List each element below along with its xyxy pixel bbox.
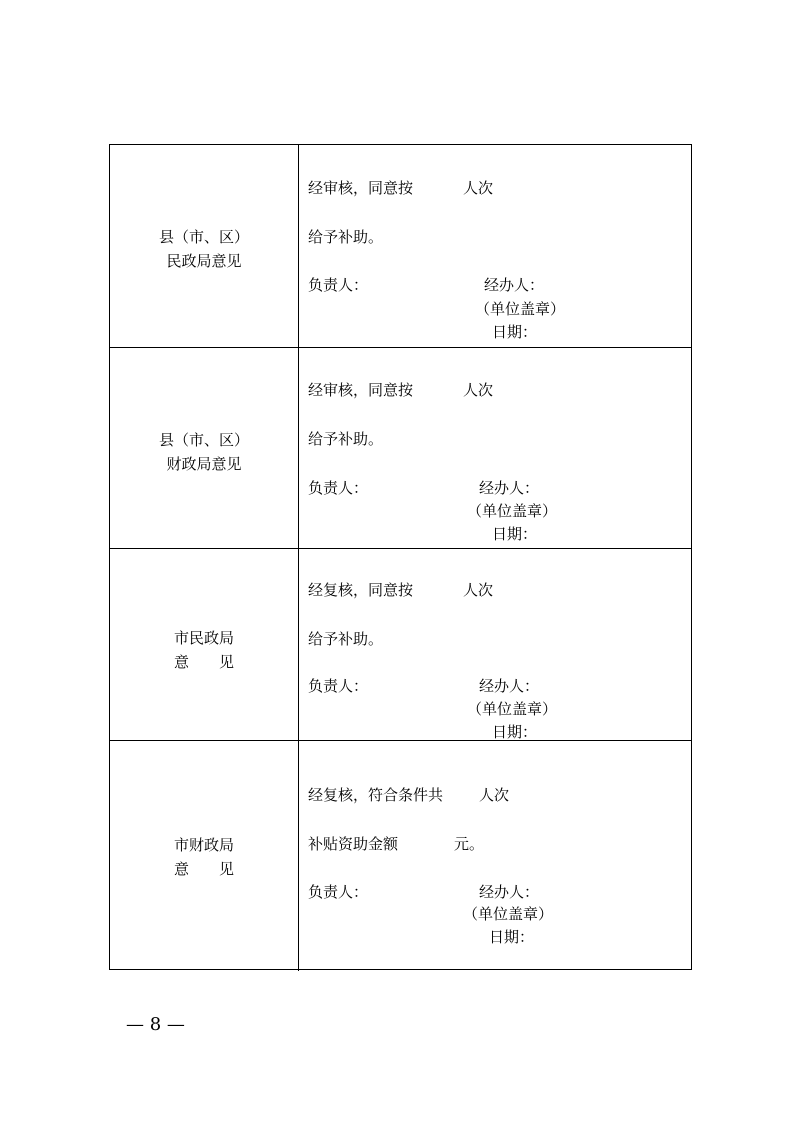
section-content-cell — [299, 741, 691, 971]
seal-label: （单位盖章） — [467, 700, 558, 718]
subsidy-statement: 给予补助。 — [308, 630, 384, 648]
approval-statement: 经审核，同意按 — [308, 381, 414, 399]
responsible-person-label: 负责人： — [308, 276, 369, 294]
subsidy-statement: 给予补助。 — [308, 430, 384, 448]
approval-statement-suffix: 人次 — [479, 786, 510, 804]
section-label-line2: 意 见 — [173, 653, 234, 671]
approval-statement-suffix: 人次 — [463, 381, 494, 399]
approval-statement: 经复核，同意按 — [308, 581, 414, 599]
approval-form-table — [109, 144, 692, 970]
subsidy-amount-statement: 补贴资助金额 — [308, 835, 399, 853]
handler-label: 经办人： — [479, 677, 540, 695]
section-label-cell — [110, 549, 299, 740]
section-label-line1: 县（市、区） — [158, 431, 249, 449]
section-label-cell — [110, 348, 299, 548]
section-label-cell — [110, 145, 299, 347]
section-city-finance — [110, 741, 691, 971]
seal-label: （单位盖章） — [475, 300, 566, 318]
subsidy-statement: 给予补助。 — [308, 228, 384, 246]
approval-statement-suffix: 人次 — [463, 179, 494, 197]
section-label-line2: 意 见 — [173, 860, 234, 878]
section-label-line1: 县（市、区） — [158, 228, 249, 246]
section-content-cell — [299, 348, 691, 548]
section-city-civil-affairs — [110, 549, 691, 741]
section-label-line2: 民政局意见 — [166, 252, 242, 270]
responsible-person-label: 负责人： — [308, 883, 369, 901]
handler-label: 经办人： — [484, 276, 545, 294]
section-content-cell — [299, 549, 691, 740]
handler-label: 经办人： — [479, 479, 540, 497]
seal-label: （单位盖章） — [467, 502, 558, 520]
date-label: 日期： — [492, 323, 538, 341]
responsible-person-label: 负责人： — [308, 677, 369, 695]
date-label: 日期： — [492, 723, 538, 741]
approval-statement: 经复核，符合条件共 — [308, 786, 444, 804]
date-label: 日期： — [492, 525, 538, 543]
section-label-line1: 市民政局 — [173, 629, 234, 647]
section-label-cell — [110, 741, 299, 971]
subsidy-amount-suffix: 元。 — [454, 835, 485, 853]
section-content-cell — [299, 145, 691, 347]
date-label: 日期： — [489, 928, 535, 946]
responsible-person-label: 负责人： — [308, 479, 369, 497]
seal-label: （单位盖章） — [463, 905, 554, 923]
page-number: — 8 — — [126, 1014, 185, 1035]
section-county-civil-affairs — [110, 145, 691, 348]
approval-statement-suffix: 人次 — [463, 581, 494, 599]
handler-label: 经办人： — [479, 883, 540, 901]
section-label-line1: 市财政局 — [173, 836, 234, 854]
section-label-line2: 财政局意见 — [166, 455, 242, 473]
section-county-finance — [110, 348, 691, 549]
approval-statement: 经审核，同意按 — [308, 179, 414, 197]
